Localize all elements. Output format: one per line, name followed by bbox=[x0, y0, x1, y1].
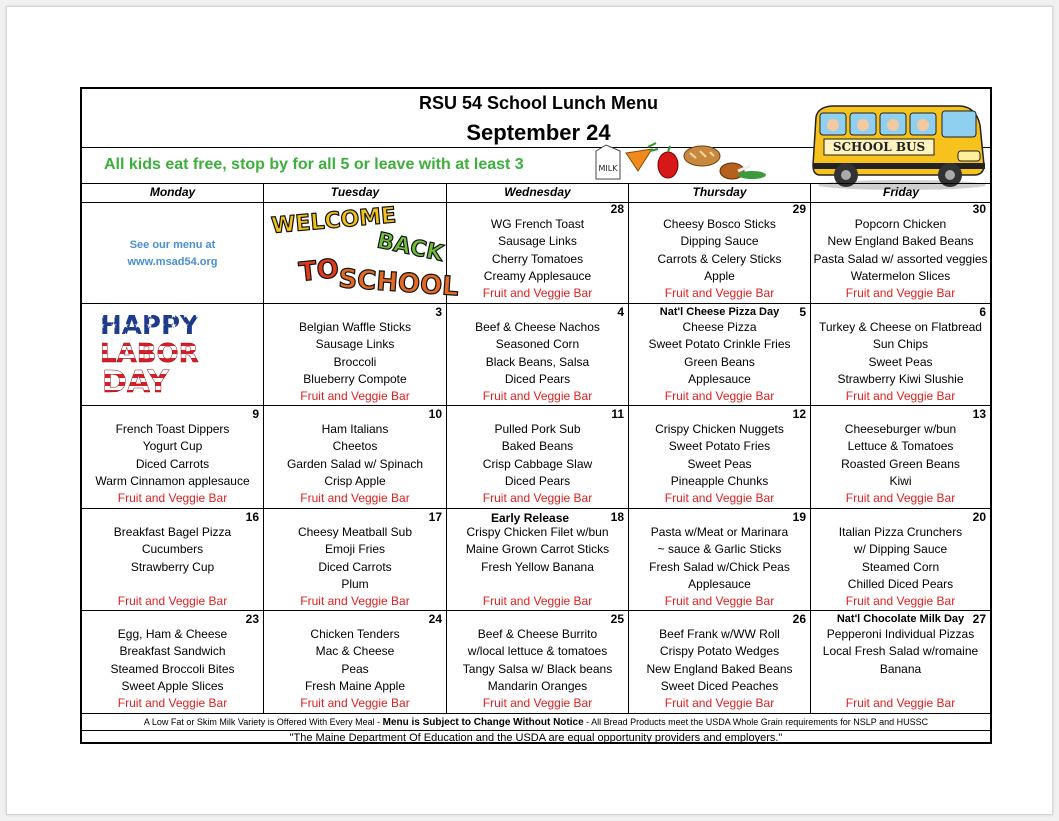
menu-item: Breakfast Bagel Pizza bbox=[113, 525, 232, 539]
menu-item: Plum bbox=[341, 576, 369, 591]
menu-item: Local Fresh Salad w/romaine bbox=[822, 644, 979, 659]
menu-item: Egg, Ham & Cheese bbox=[117, 627, 228, 641]
weekday-header-row bbox=[82, 183, 990, 203]
date-number: 23 bbox=[245, 612, 259, 626]
menu-item: Cherry Tomatoes bbox=[491, 251, 584, 266]
menu-cell-tue-wk2 bbox=[264, 304, 446, 405]
menu-item: Sausage Links bbox=[315, 337, 395, 352]
menu-item: Cheesy Bosco Sticks bbox=[663, 217, 776, 231]
menu-item: Applesauce bbox=[688, 576, 751, 591]
weekday-friday: Friday bbox=[882, 185, 919, 199]
date-number: 24 bbox=[428, 612, 442, 626]
fruit-veggie-bar: Fruit and Veggie Bar bbox=[482, 491, 593, 506]
fruit-veggie-bar: Fruit and Veggie Bar bbox=[300, 491, 410, 506]
menu-item: Cheesy Meatball Sub bbox=[297, 525, 413, 539]
menu-cell-mon-wk1 bbox=[82, 201, 263, 303]
special-day-label: Early Release bbox=[491, 511, 570, 525]
svg-text:SCHOOL BUS: SCHOOL BUS bbox=[832, 140, 926, 154]
date-number: 27 bbox=[972, 612, 986, 626]
menu-cell-thu-wk1 bbox=[629, 201, 810, 303]
menu-item: Sweet Apple Slices bbox=[121, 678, 224, 693]
date-number: 5 bbox=[799, 305, 806, 319]
fruit-veggie-bar: Fruit and Veggie Bar bbox=[845, 286, 956, 301]
menu-item: Baked Beans bbox=[501, 439, 574, 454]
menu-cell-tue-wk5 bbox=[264, 611, 446, 713]
menu-item: Beef Frank w/WW Roll bbox=[659, 627, 780, 641]
menu-item: Cheeseburger w/bun bbox=[844, 422, 957, 436]
menu-item: Steamed Corn bbox=[861, 559, 940, 574]
menu-cell-mon-wk5 bbox=[82, 611, 263, 713]
fruit-veggie-bar: Fruit and Veggie Bar bbox=[845, 491, 956, 506]
menu-item: Fresh Salad w/Chick Peas bbox=[649, 559, 790, 574]
menu-item: Diced Carrots bbox=[135, 456, 210, 471]
menu-item: Sweet Peas bbox=[868, 354, 933, 369]
menu-item: Seasoned Corn bbox=[495, 337, 580, 352]
menu-cell-fri-wk1 bbox=[811, 201, 990, 303]
menu-cell-tue-wk3 bbox=[264, 406, 446, 508]
date-number: 10 bbox=[428, 407, 442, 421]
menu-item: Mac & Cheese bbox=[315, 644, 395, 659]
menu-item: Tangy Salsa w/ Black beans bbox=[462, 661, 613, 676]
menu-item: Creamy Applesauce bbox=[483, 268, 592, 283]
menu-item: Chilled Diced Pears bbox=[847, 576, 954, 591]
menu-item: Black Beans, Salsa bbox=[485, 354, 590, 369]
menu-title: RSU 54 School Lunch Menu bbox=[418, 93, 659, 113]
school-bus-icon bbox=[810, 103, 988, 191]
fruit-veggie-bar: Fruit and Veggie Bar bbox=[117, 594, 228, 609]
menu-item: Italian Pizza Crunchers bbox=[838, 525, 963, 539]
menu-item: Apple bbox=[704, 268, 735, 283]
fruit-veggie-bar: Fruit and Veggie Bar bbox=[300, 594, 410, 609]
date-number: 25 bbox=[610, 612, 624, 626]
menu-cell-fri-wk3 bbox=[811, 406, 990, 508]
fruit-veggie-bar: Fruit and Veggie Bar bbox=[482, 696, 593, 711]
menu-item bbox=[811, 678, 990, 695]
menu-item: Cheetos bbox=[332, 439, 378, 454]
fruit-veggie-bar: Fruit and Veggie Bar bbox=[117, 696, 228, 711]
special-day-label: Nat'l Chocolate Milk Day bbox=[836, 613, 965, 625]
menu-cell-thu-wk4 bbox=[629, 509, 810, 610]
date-number: 28 bbox=[610, 202, 624, 216]
menu-cell-fri-wk2 bbox=[811, 304, 990, 405]
menu-item: Crispy Chicken Filet w/bun bbox=[466, 525, 609, 539]
menu-item: Maine Grown Carrot Sticks bbox=[465, 542, 610, 557]
menu-cell-mon-wk3 bbox=[82, 406, 263, 508]
menu-item: Sun Chips bbox=[872, 337, 929, 352]
svg-text:HAPPY: HAPPY bbox=[100, 311, 199, 341]
menu-calendar-grid bbox=[82, 201, 990, 713]
menu-item: Mandarin Oranges bbox=[487, 678, 588, 693]
menu-cell-tue-wk4 bbox=[264, 509, 446, 610]
menu-item bbox=[447, 576, 628, 593]
document-page bbox=[6, 6, 1053, 815]
menu-item: Peas bbox=[341, 661, 369, 676]
menu-item: Pasta w/Meat or Marinara bbox=[650, 525, 789, 539]
menu-item: Fresh Maine Apple bbox=[304, 678, 406, 693]
menu-item: New England Baked Beans bbox=[827, 234, 974, 249]
website-note: See our menu at www.msad54.org bbox=[82, 237, 263, 271]
menu-item: New England Baked Beans bbox=[646, 661, 793, 676]
menu-item: Kiwi bbox=[889, 473, 912, 488]
menu-item: Chicken Tenders bbox=[310, 627, 400, 641]
date-number: 18 bbox=[610, 510, 624, 524]
menu-item: Pineapple Chunks bbox=[670, 473, 769, 488]
svg-text:LABOR: LABOR bbox=[100, 339, 199, 369]
weekday-monday: Monday bbox=[149, 185, 196, 199]
menu-item: WG French Toast bbox=[490, 217, 585, 231]
fruit-veggie-bar: Fruit and Veggie Bar bbox=[482, 286, 593, 301]
menu-item: Sweet Potato Crinkle Fries bbox=[648, 337, 791, 352]
date-number: 4 bbox=[617, 305, 624, 319]
menu-item: Sweet Diced Peaches bbox=[660, 678, 779, 693]
menu-item: Turkey & Cheese on Flatbread bbox=[819, 320, 982, 334]
fruit-veggie-bar: Fruit and Veggie Bar bbox=[664, 491, 775, 506]
date-number: 30 bbox=[972, 202, 986, 216]
milk-note: A Low Fat or Skim Milk Variety is Offered With Every Meal - Menu is Subject to Change Without Notice - All Bread Products meet the USDA Whole Grain requirements for NSLP and HUSSC bbox=[143, 717, 929, 728]
menu-cell-mon-wk2 bbox=[82, 304, 263, 405]
menu-item: Applesauce bbox=[688, 371, 751, 386]
menu-item: Crispy Potato Wedges bbox=[659, 644, 780, 659]
change-notice: Menu is Subject to Change Without Notice bbox=[382, 717, 584, 728]
menu-item: w/ Dipping Sauce bbox=[853, 542, 948, 557]
menu-item: Diced Pears bbox=[504, 473, 571, 488]
date-number: 6 bbox=[979, 305, 986, 319]
menu-item: w/local lettuce & tomatoes bbox=[467, 644, 608, 659]
menu-item: Strawberry Kiwi Slushie bbox=[837, 371, 964, 386]
date-number: 13 bbox=[972, 407, 986, 421]
menu-cell-thu-wk2 bbox=[629, 304, 810, 405]
fruit-veggie-bar: Fruit and Veggie Bar bbox=[664, 594, 775, 609]
menu-cell-wed-wk5 bbox=[447, 611, 628, 713]
menu-item: Crispy Chicken Nuggets bbox=[655, 422, 784, 436]
svg-text:TO: TO bbox=[297, 253, 341, 288]
menu-item: Warm Cinnamon applesauce bbox=[95, 473, 250, 488]
menu-item: Dipping Sauce bbox=[680, 234, 759, 249]
svg-text:SCHOOL: SCHOOL bbox=[337, 264, 460, 303]
menu-item: Broccoli bbox=[333, 354, 377, 369]
menu-item: Strawberry Cup bbox=[130, 559, 215, 574]
equal-opportunity-statement: "The Maine Department Of Education and the USDA are equal opportunity providers and employers." bbox=[82, 730, 990, 744]
free-meals-tagline: All kids eat free, stop by for all 5 or leave with at least 3 bbox=[104, 156, 524, 173]
fruit-veggie-bar: Fruit and Veggie Bar bbox=[845, 594, 956, 609]
fruit-veggie-bar: Fruit and Veggie Bar bbox=[482, 594, 593, 609]
date-number: 19 bbox=[792, 510, 806, 524]
menu-item: Fresh Yellow Banana bbox=[481, 559, 594, 574]
menu-item: Carrots & Celery Sticks bbox=[657, 251, 782, 266]
date-number: 11 bbox=[611, 407, 624, 421]
menu-cell-wed-wk1 bbox=[447, 201, 628, 303]
menu-item: Yogurt Cup bbox=[142, 439, 203, 454]
menu-item: Crisp Apple bbox=[324, 473, 386, 488]
fruit-veggie-bar: Fruit and Veggie Bar bbox=[664, 696, 775, 711]
menu-item: Watermelon Slices bbox=[850, 268, 951, 283]
date-number: 17 bbox=[428, 510, 442, 524]
menu-item: Banana bbox=[879, 661, 922, 676]
menu-item: Emoji Fries bbox=[324, 542, 385, 557]
menu-item: Sausage Links bbox=[498, 234, 577, 249]
menu-item: Steamed Broccoli Bites bbox=[110, 661, 235, 676]
menu-cell-thu-wk3 bbox=[629, 406, 810, 508]
menu-cell-wed-wk4 bbox=[447, 509, 628, 610]
menu-month: September 24 bbox=[466, 120, 611, 145]
fruit-veggie-bar: Fruit and Veggie Bar bbox=[300, 389, 410, 404]
menu-item: Ham Italians bbox=[321, 422, 389, 436]
weekday-tuesday: Tuesday bbox=[330, 185, 380, 199]
weekday-wednesday: Wednesday bbox=[504, 185, 571, 199]
special-day-label: Nat'l Cheese Pizza Day bbox=[659, 306, 780, 318]
svg-text:BACK: BACK bbox=[374, 228, 446, 267]
food-group-icon bbox=[592, 141, 772, 183]
menu-item: Cucumbers bbox=[141, 542, 204, 557]
menu-item: Popcorn Chicken bbox=[854, 217, 947, 231]
fruit-veggie-bar: Fruit and Veggie Bar bbox=[300, 696, 410, 711]
menu-item: Breakfast Sandwich bbox=[119, 644, 226, 659]
menu-cell-fri-wk4 bbox=[811, 509, 990, 610]
menu-item: Diced Carrots bbox=[318, 559, 392, 574]
menu-item: Pasta Salad w/ assorted veggies bbox=[813, 251, 988, 266]
menu-cell-thu-wk5 bbox=[629, 611, 810, 713]
fruit-veggie-bar: Fruit and Veggie Bar bbox=[482, 389, 593, 404]
fruit-veggie-bar: Fruit and Veggie Bar bbox=[664, 286, 775, 301]
date-number: 12 bbox=[792, 407, 806, 421]
date-number: 3 bbox=[435, 305, 442, 319]
menu-cell-mon-wk4 bbox=[82, 509, 263, 610]
menu-item: Blueberry Compote bbox=[303, 371, 407, 386]
fruit-veggie-bar: Fruit and Veggie Bar bbox=[664, 389, 775, 404]
menu-cell-fri-wk5 bbox=[811, 611, 990, 713]
menu-item: Roasted Green Beans bbox=[841, 456, 960, 471]
menu-item: Sweet Potato Fries bbox=[668, 439, 771, 454]
date-number: 16 bbox=[245, 510, 259, 524]
fruit-veggie-bar: Fruit and Veggie Bar bbox=[845, 696, 956, 711]
menu-item: Pulled Pork Sub bbox=[494, 422, 581, 436]
menu-cell-tue-wk1 bbox=[264, 201, 460, 303]
happy-labor-day-image bbox=[96, 310, 252, 400]
menu-item: Beef & Cheese Nachos bbox=[475, 320, 600, 334]
menu-item: Crisp Cabbage Slaw bbox=[482, 456, 593, 471]
menu-item bbox=[82, 576, 263, 593]
date-number: 29 bbox=[792, 202, 806, 216]
svg-text:DAY: DAY bbox=[102, 365, 169, 400]
date-number: 26 bbox=[792, 612, 806, 626]
menu-cell-wed-wk2 bbox=[447, 304, 628, 405]
menu-item: Garden Salad w/ Spinach bbox=[286, 456, 424, 471]
fruit-veggie-bar: Fruit and Veggie Bar bbox=[845, 389, 956, 404]
menu-item: French Toast Dippers bbox=[115, 422, 230, 436]
menu-item: Diced Pears bbox=[504, 371, 571, 386]
menu-item: Sweet Peas bbox=[687, 456, 752, 471]
welcome-back-to-school-image bbox=[270, 203, 460, 303]
menu-item: Green Beans bbox=[684, 354, 755, 369]
menu-item: Pepperoni Individual Pizzas bbox=[826, 627, 975, 641]
menu-item: Beef & Cheese Burrito bbox=[477, 627, 598, 641]
menu-item: Lettuce & Tomatoes bbox=[847, 439, 954, 454]
weekday-thursday: Thursday bbox=[692, 185, 747, 199]
menu-item: Cheese Pizza bbox=[682, 320, 757, 334]
menu-item: ~ sauce & Garlic Sticks bbox=[657, 542, 782, 557]
svg-text:WELCOME: WELCOME bbox=[270, 203, 398, 239]
menu-item: Belgian Waffle Sticks bbox=[298, 320, 412, 334]
date-number: 20 bbox=[972, 510, 986, 524]
menu-cell-wed-wk3 bbox=[447, 406, 628, 508]
date-number: 9 bbox=[252, 407, 259, 421]
website-link[interactable]: www.msad54.org bbox=[127, 256, 218, 268]
svg-text:MILK: MILK bbox=[598, 164, 618, 173]
fruit-veggie-bar: Fruit and Veggie Bar bbox=[117, 491, 228, 506]
lunch-menu bbox=[80, 87, 992, 744]
